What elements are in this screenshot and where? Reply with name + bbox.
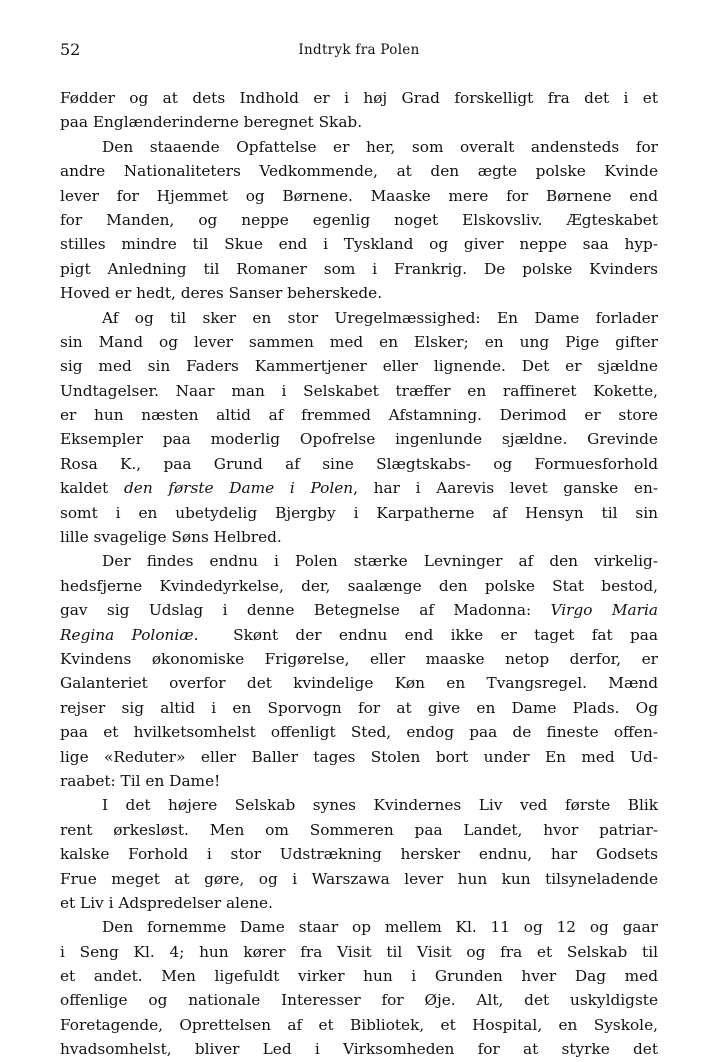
text-line: sin Mand og lever sammen med en Elsker; en ung Pige gifter bbox=[60, 332, 658, 351]
text-line: stilles mindre til Skue end i Tyskland og giver neppe saa hyp- bbox=[60, 235, 658, 254]
text-line: sig med sin Faders Kammertjener eller lignende. Det er sjældne bbox=[60, 357, 658, 376]
text-line: Galanteriet overfor det kvindelige Køn en Tvangsregel. Mænd bbox=[60, 674, 658, 693]
text-line: hvadsomhelst, bliver Led i Virksomheden for at styrke det bbox=[60, 1040, 658, 1059]
page-number: 52 bbox=[60, 40, 81, 59]
body-text bbox=[60, 86, 658, 1062]
running-title: Indtryk fra Polen bbox=[298, 42, 420, 58]
text-line: somt i en ubetydelig Bjergby i Karpatherne af Hensyn til sin bbox=[60, 503, 658, 522]
text-segment: gav sig Udslag i denne Betegnelse af Madonna: bbox=[60, 601, 551, 620]
text-segment: , har i Aarevis levet ganske en- bbox=[353, 479, 658, 498]
text-line: Hoved er hedt, deres Sanser beherskede. bbox=[60, 284, 383, 303]
text-line: Kvindens økonomiske Frigørelse, eller maaske netop derfor, er bbox=[60, 649, 658, 668]
text-line: Frue meget at gøre, og i Warszawa lever hun kun tilsyneladende bbox=[60, 869, 658, 888]
text-line: pigt Anledning til Romaner som i Frankrig. De polske Kvinders bbox=[60, 259, 658, 278]
text-line: offenlige og nationale Interesser for Øje. Alt, det uskyldigste bbox=[60, 991, 658, 1010]
italic-text-segment: den første Dame i Polen bbox=[123, 479, 354, 498]
text-line: Der findes endnu i Polen stærke Levninger af den virkelig- bbox=[102, 552, 658, 571]
text-line: Undtagelser. Naar man i Selskabet træffer en raffineret Kokette, bbox=[60, 381, 658, 400]
text-line: Eksempler paa moderlig Opofrelse ingenlunde sjældne. Grevinde bbox=[60, 430, 658, 449]
text-line: i Seng Kl. 4; hun kører fra Visit til Visit og fra et Selskab til bbox=[60, 942, 658, 961]
text-segment: Skønt der endnu end ikke er taget fat paa bbox=[198, 625, 658, 644]
text-line: paa et hvilketsomhelst offenligt Sted, endog paa de fineste offen- bbox=[60, 723, 658, 742]
text-line: et andet. Men ligefuldt virker hun i Grunden hver Dag med bbox=[60, 967, 658, 986]
text-line: for Manden, og neppe egenlig noget Elskovsliv. Ægteskabet bbox=[60, 210, 658, 229]
text-line: rejser sig altid i en Sporvogn for at give en Dame Plads. Og bbox=[60, 698, 658, 717]
text-line: hedsfjerne Kvindedyrkelse, der, saalænge den polske Stat bestod, bbox=[60, 576, 658, 595]
text-line: Fødder og at dets Indhold er i høj Grad forskelligt fra det i et bbox=[60, 89, 658, 107]
text-line bbox=[60, 598, 658, 622]
italic-text-segment: Virgo Maria bbox=[550, 601, 658, 620]
text-line: rent ørkesløst. Men om Sommeren paa Landet, hvor patriar- bbox=[60, 820, 658, 839]
text-line: andre Nationaliteters Vedkommende, at den ægte polske Kvinde bbox=[60, 162, 658, 181]
text-line: lille svagelige Søns Helbred. bbox=[60, 528, 282, 547]
text-line: er hun næsten altid af fremmed Afstamning. Derimod er store bbox=[60, 406, 658, 425]
page-header bbox=[60, 40, 658, 64]
text-line: Den staaende Opfattelse er her, som overalt andensteds for bbox=[102, 137, 658, 156]
text-line: Foretagende, Oprettelsen af et Bibliotek, et Hospital, en Syskole, bbox=[60, 1015, 658, 1034]
text-line: kalske Forhold i stor Udstrækning hersker endnu, har Godsets bbox=[60, 845, 658, 864]
text-line bbox=[60, 623, 658, 647]
text-line: paa Englænderinderne beregnet Skab. bbox=[60, 113, 363, 132]
text-line: Rosa K., paa Grund af sine Slægtskabs- og Formuesforhold bbox=[60, 454, 658, 473]
text-line: lige «Reduter» eller Baller tages Stolen bort under En med Ud- bbox=[60, 747, 658, 766]
text-line: raabet: Til en Dame! bbox=[60, 771, 221, 790]
text-line: lever for Hjemmet og Børnene. Maaske mere for Børnene end bbox=[60, 186, 658, 205]
text-segment: kaldet bbox=[60, 479, 124, 498]
text-line: I det højere Selskab synes Kvindernes Liv ved første Blik bbox=[102, 796, 658, 815]
italic-text-segment: Regina Poloniæ. bbox=[60, 625, 199, 644]
text-line: et Liv i Adspredelser alene. bbox=[60, 893, 273, 912]
text-line: Den fornemme Dame staar op mellem Kl. 11 og 12 og gaar bbox=[102, 918, 658, 937]
text-line: Af og til sker en stor Uregelmæssighed: En Dame forlader bbox=[102, 308, 658, 327]
text-line bbox=[60, 476, 658, 500]
